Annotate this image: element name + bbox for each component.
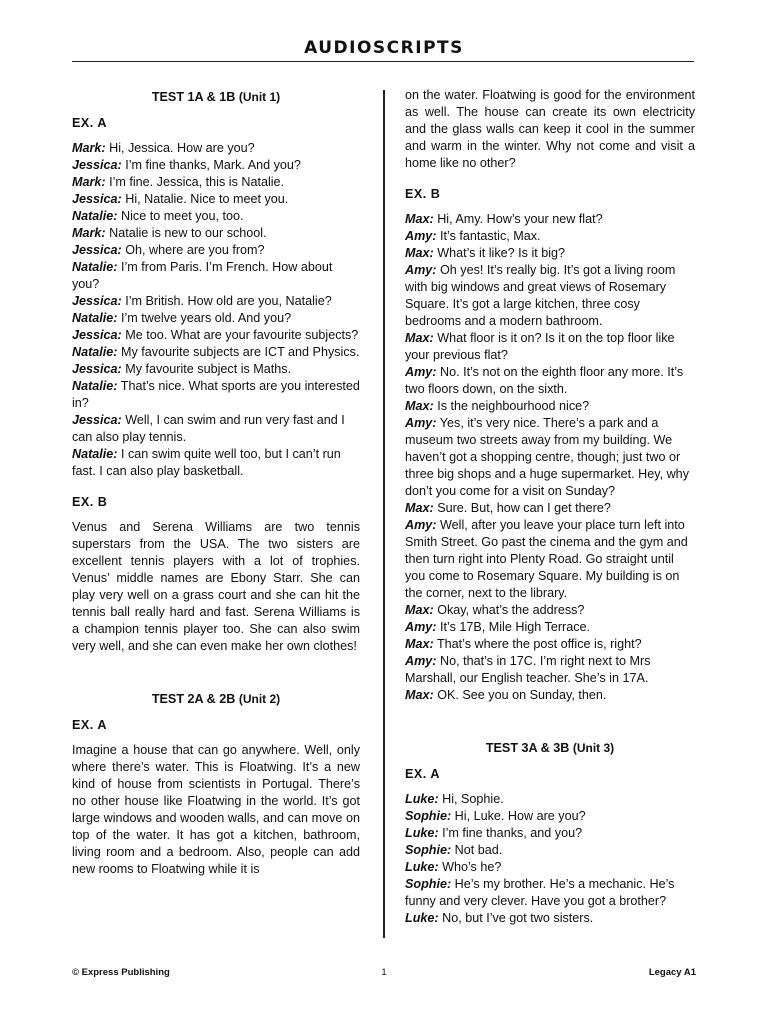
speaker-name: Amy: (405, 654, 437, 668)
dialogue-line (72, 157, 360, 174)
line-text: Nice to meet you, too. (117, 209, 244, 223)
speaker-name: Luke: (405, 826, 439, 840)
dialogue-line (405, 653, 695, 687)
test-1-ex-b-text: Venus and Serena Williams are two tennis superstars from the USA. The two sisters are excellent tennis players with a lot of trophies. Venus’ middle names are Ebony Starr. She can play very well on a grass court and she can hit the tennis ball really hard and fast. Serena Williams is a champion tennis player too. She can also swim very well, and she can even make her own clothes! (72, 520, 360, 653)
speaker-name: Sophie: (405, 877, 452, 891)
footer-publisher: © Express Publishing (72, 967, 170, 978)
line-text: Not bad. (451, 843, 503, 857)
line-text: Well, I can swim and run very fast and I can also play tennis. (72, 413, 345, 444)
dialogue-line (405, 859, 695, 876)
test-2-heading (72, 691, 360, 708)
test-1-ex-b-label: EX. B (72, 495, 108, 509)
dialogue-line (72, 242, 360, 259)
speaker-name: Amy: (405, 518, 437, 532)
test-1-ex-a-label: EX. A (72, 116, 107, 130)
dialogue-line (72, 140, 360, 157)
dialogue-line (405, 687, 695, 704)
line-text: OK. See you on Sunday, then. (433, 688, 607, 702)
line-text: Yes, it’s very nice. There’s a park and a museum two streets away from my building. We haven’t got a shopping centre, though; just two or three big shops and a huge supermarket. Hey, why don’t you come for a visit on Sunday? (405, 416, 689, 498)
line-text: No, that’s in 17C. I’m right next to Mrs Marshall, our English teacher. She’s in 17A. (405, 654, 651, 685)
dialogue-line (405, 842, 695, 859)
left-column (72, 87, 360, 878)
dialogue-line (405, 245, 695, 262)
speaker-name: Amy: (405, 416, 437, 430)
speaker-name: Natalie: (72, 311, 118, 325)
line-text: I’m twelve years old. And you? (117, 311, 292, 325)
speaker-name: Jessica: (72, 294, 122, 308)
speaker-name: Mark: (72, 141, 106, 155)
speaker-name: Jessica: (72, 328, 122, 342)
speaker-name: Max: (405, 688, 434, 702)
speaker-name: Natalie: (72, 260, 118, 274)
speaker-name: Amy: (405, 365, 437, 379)
line-text: Hi, Jessica. How are you? (105, 141, 255, 155)
speaker-name: Max: (405, 501, 434, 515)
line-text: That’s where the post office is, right? (433, 637, 642, 651)
test-2-title: TEST 2A & 2B (151, 692, 236, 706)
footer-page-number: 1 (381, 967, 387, 978)
speaker-name: Max: (405, 331, 434, 345)
speaker-name: Natalie: (72, 447, 118, 461)
dialogue-line (72, 446, 360, 480)
test-3-heading (405, 740, 695, 757)
dialogue-line (72, 191, 360, 208)
dialogue-line (405, 517, 695, 602)
speaker-name: Max: (405, 212, 434, 226)
speaker-name: Natalie: (72, 209, 118, 223)
test-3-ex-a-label: EX. A (405, 767, 440, 781)
dialogue-line (72, 378, 360, 412)
test-1-title: TEST 1A & 1B (151, 90, 236, 104)
line-text: No. It’s not on the eighth floor any more. It’s two floors down, on the sixth. (405, 365, 684, 396)
test-2-unit: (Unit 2) (238, 692, 281, 706)
speaker-name: Sophie: (405, 843, 452, 857)
dialogue-line (405, 330, 695, 364)
dialogue-line (72, 293, 360, 310)
speaker-name: Luke: (405, 911, 439, 925)
dialogue-line (72, 174, 360, 191)
test-1-unit: (Unit 1) (238, 90, 281, 104)
speaker-name: Mark: (72, 226, 106, 240)
dialogue-line (405, 808, 695, 825)
line-text: My favourite subjects are ICT and Physics. (117, 345, 360, 359)
speaker-name: Mark: (72, 175, 106, 189)
dialogue-line (405, 825, 695, 842)
line-text: Is the neighbourhood nice? (433, 399, 590, 413)
speaker-name: Max: (405, 246, 434, 260)
speaker-name: Amy: (405, 263, 437, 277)
dialogue-line (405, 415, 695, 500)
speaker-name: Jessica: (72, 158, 122, 172)
dialogue-line (405, 211, 695, 228)
speaker-name: Jessica: (72, 192, 122, 206)
line-text: I’m from Paris. I’m French. How about you? (72, 260, 333, 291)
page-title: AUDIOSCRIPTS (304, 38, 464, 58)
line-text: I’m fine thanks, Mark. And you? (121, 158, 301, 172)
dialogue-line (405, 364, 695, 398)
line-text: Okay, what’s the address? (433, 603, 585, 617)
speaker-name: Natalie: (72, 379, 118, 393)
dialogue-line (405, 398, 695, 415)
speaker-name: Amy: (405, 620, 437, 634)
dialogue-line (405, 500, 695, 517)
dialogue-line (72, 327, 360, 344)
line-text: What floor is it on? Is it on the top floor like your previous flat? (405, 331, 675, 362)
test-2-ex-a-text-continued: on the water. Floatwing is good for the environment as well. The house can create its own electricity and the glass walls can keep it cool in the summer and warm in the winter. Why not come and visit a home like no other? (405, 88, 695, 170)
line-text: I’m British. How old are you, Natalie? (121, 294, 332, 308)
dialogue-line (405, 228, 695, 245)
test-2-ex-b-label: EX. B (405, 187, 441, 201)
dialogue-line (405, 876, 695, 910)
dialogue-line (72, 412, 360, 446)
test-2-ex-b-dialogue (405, 211, 695, 704)
dialogue-line (405, 636, 695, 653)
line-text: That’s nice. What sports are you interested in? (72, 379, 360, 410)
line-text: What’s it like? Is it big? (433, 246, 566, 260)
dialogue-line (405, 910, 695, 927)
line-text: Hi, Natalie. Nice to meet you. (121, 192, 289, 206)
test-2-ex-a-label: EX. A (72, 718, 107, 732)
test-3-title: TEST 3A & 3B (485, 741, 570, 755)
line-text: Oh, where are you from? (121, 243, 265, 257)
test-2-ex-a-text: Imagine a house that can go anywhere. Well, only where there’s water. This is Floatwing. It’s a new kind of house from scientists in Portugal. There’s no other house like Floatwing in the world. It’s got large windows and wooden walls, and can move on top of the water. It has got a kitchen, bathroom, living room and a bedroom. Also, people can add new rooms to Floatwing while it is (72, 743, 360, 876)
line-text: Oh yes! It’s really big. It’s got a living room with big windows and great views of Rosemary Square. It’s got a large kitchen, three cosy bedrooms and a modern bathroom. (405, 263, 676, 328)
right-column (405, 87, 695, 927)
speaker-name: Max: (405, 603, 434, 617)
test-1-heading (72, 89, 360, 106)
speaker-name: Jessica: (72, 413, 122, 427)
speaker-name: Amy: (405, 229, 437, 243)
speaker-name: Jessica: (72, 243, 122, 257)
dialogue-line (72, 361, 360, 378)
line-text: Hi, Luke. How are you? (451, 809, 586, 823)
line-text: I’m fine thanks, and you? (438, 826, 583, 840)
title-rule (72, 61, 694, 62)
footer-book-title: Legacy A1 (648, 967, 696, 978)
dialogue-line (72, 208, 360, 225)
speaker-name: Luke: (405, 792, 439, 806)
line-text: It’s 17B, Mile High Terrace. (436, 620, 591, 634)
dialogue-line (72, 259, 360, 293)
line-text: Who’s he? (438, 860, 502, 874)
speaker-name: Sophie: (405, 809, 452, 823)
line-text: Well, after you leave your place turn left into Smith Street. Go past the cinema and the gym and then turn right into Plenty Road. Go straight until you come to Rosemary Square. My building is on the corner, next to the library. (405, 518, 688, 600)
test-3-ex-a-dialogue (405, 791, 695, 927)
dialogue-line (405, 619, 695, 636)
line-text: My favourite subject is Maths. (121, 362, 292, 376)
dialogue-line (72, 344, 360, 361)
line-text: Hi, Sophie. (438, 792, 504, 806)
column-divider (383, 90, 385, 938)
line-text: No, but I’ve got two sisters. (438, 911, 594, 925)
dialogue-line (405, 262, 695, 330)
speaker-name: Max: (405, 399, 434, 413)
line-text: Natalie is new to our school. (105, 226, 267, 240)
dialogue-line (72, 310, 360, 327)
line-text: Hi, Amy. How’s your new flat? (433, 212, 603, 226)
line-text: Sure. But, how can I get there? (433, 501, 611, 515)
line-text: Me too. What are your favourite subjects? (121, 328, 359, 342)
dialogue-line (405, 791, 695, 808)
line-text: He’s my brother. He’s a mechanic. He’s funny and very clever. Have you got a brother? (405, 877, 675, 908)
line-text: I can swim quite well too, but I can’t run fast. I can also play basketball. (72, 447, 341, 478)
speaker-name: Natalie: (72, 345, 118, 359)
speaker-name: Max: (405, 637, 434, 651)
test-3-unit: (Unit 3) (572, 741, 615, 755)
dialogue-line (405, 602, 695, 619)
speaker-name: Luke: (405, 860, 439, 874)
test-1-ex-a-dialogue (72, 140, 360, 480)
line-text: It’s fantastic, Max. (436, 229, 541, 243)
line-text: I’m fine. Jessica, this is Natalie. (105, 175, 285, 189)
dialogue-line (72, 225, 360, 242)
speaker-name: Jessica: (72, 362, 122, 376)
